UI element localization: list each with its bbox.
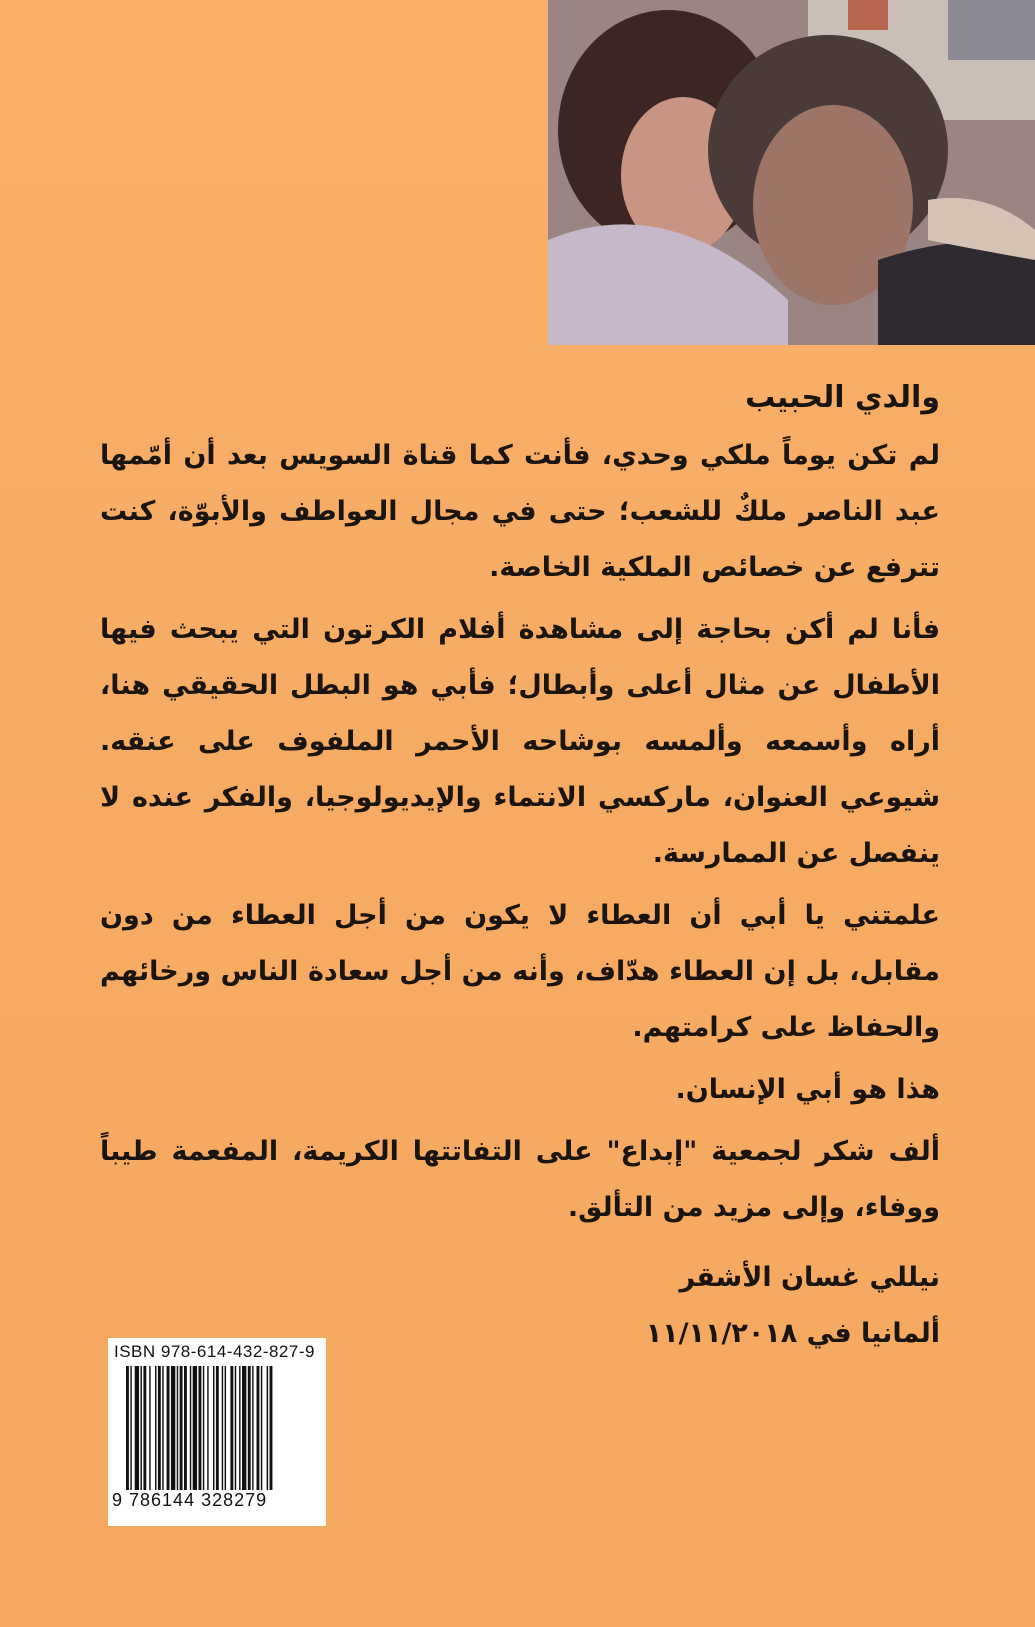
photo-illustration bbox=[548, 0, 1035, 345]
isbn-digits: 9 786144 328279 bbox=[112, 1490, 268, 1510]
barcode-bars bbox=[126, 1366, 316, 1490]
place-date: ألمانيا في ١١/١١/٢٠١٨ bbox=[645, 1318, 940, 1349]
paragraph-2: فأنا لم أكن بحاجة إلى مشاهدة أفلام الكرتون التي يبحث فيها الأطفال عن مثال أعلى وأبطال؛ فأبي هو البطل الحقيقي هنا، أراه وأسمعه وألمسه بوشاحه الأحمر الملفوف على عنقه. شيوعي العنوان، ماركسي الانتماء والإيديولوجيا، والفكر عنده لا ينفصل عن الممارسة. bbox=[100, 614, 940, 869]
author-name: نيللي غسان الأشقر bbox=[679, 1262, 940, 1293]
author-photo bbox=[548, 0, 1035, 345]
paragraph-4: هذا هو أبي الإنسان. bbox=[675, 1074, 940, 1105]
isbn-barcode bbox=[108, 1338, 326, 1526]
paragraph-5: ألف شكر لجمعية "إبداع" على التفاتتها الكريمة، المفعمة طيباً ووفاء، وإلى مزيد من التألق. bbox=[100, 1136, 940, 1223]
paragraph-3: علمتني يا أبي أن العطاء لا يكون من أجل العطاء من دون مقابل، بل إن العطاء هدّاف، وأنه من أجل سعادة الناس ورخائهم والحفاظ على كرامتهم. bbox=[100, 900, 940, 1043]
isbn-label: ISBN 978-614-432-827-9 bbox=[114, 1342, 315, 1361]
dedication-heading: والدي الحبيب bbox=[745, 380, 940, 415]
back-cover-text bbox=[100, 370, 940, 1362]
paragraph-1: لم تكن يوماً ملكي وحدي، فأنت كما قناة السويس بعد أن أمّمها عبد الناصر ملكٌ للشعب؛ حتى في مجال العواطف والأبوّة، كنت تترفع عن خصائص الملكية الخاصة. bbox=[100, 440, 940, 583]
